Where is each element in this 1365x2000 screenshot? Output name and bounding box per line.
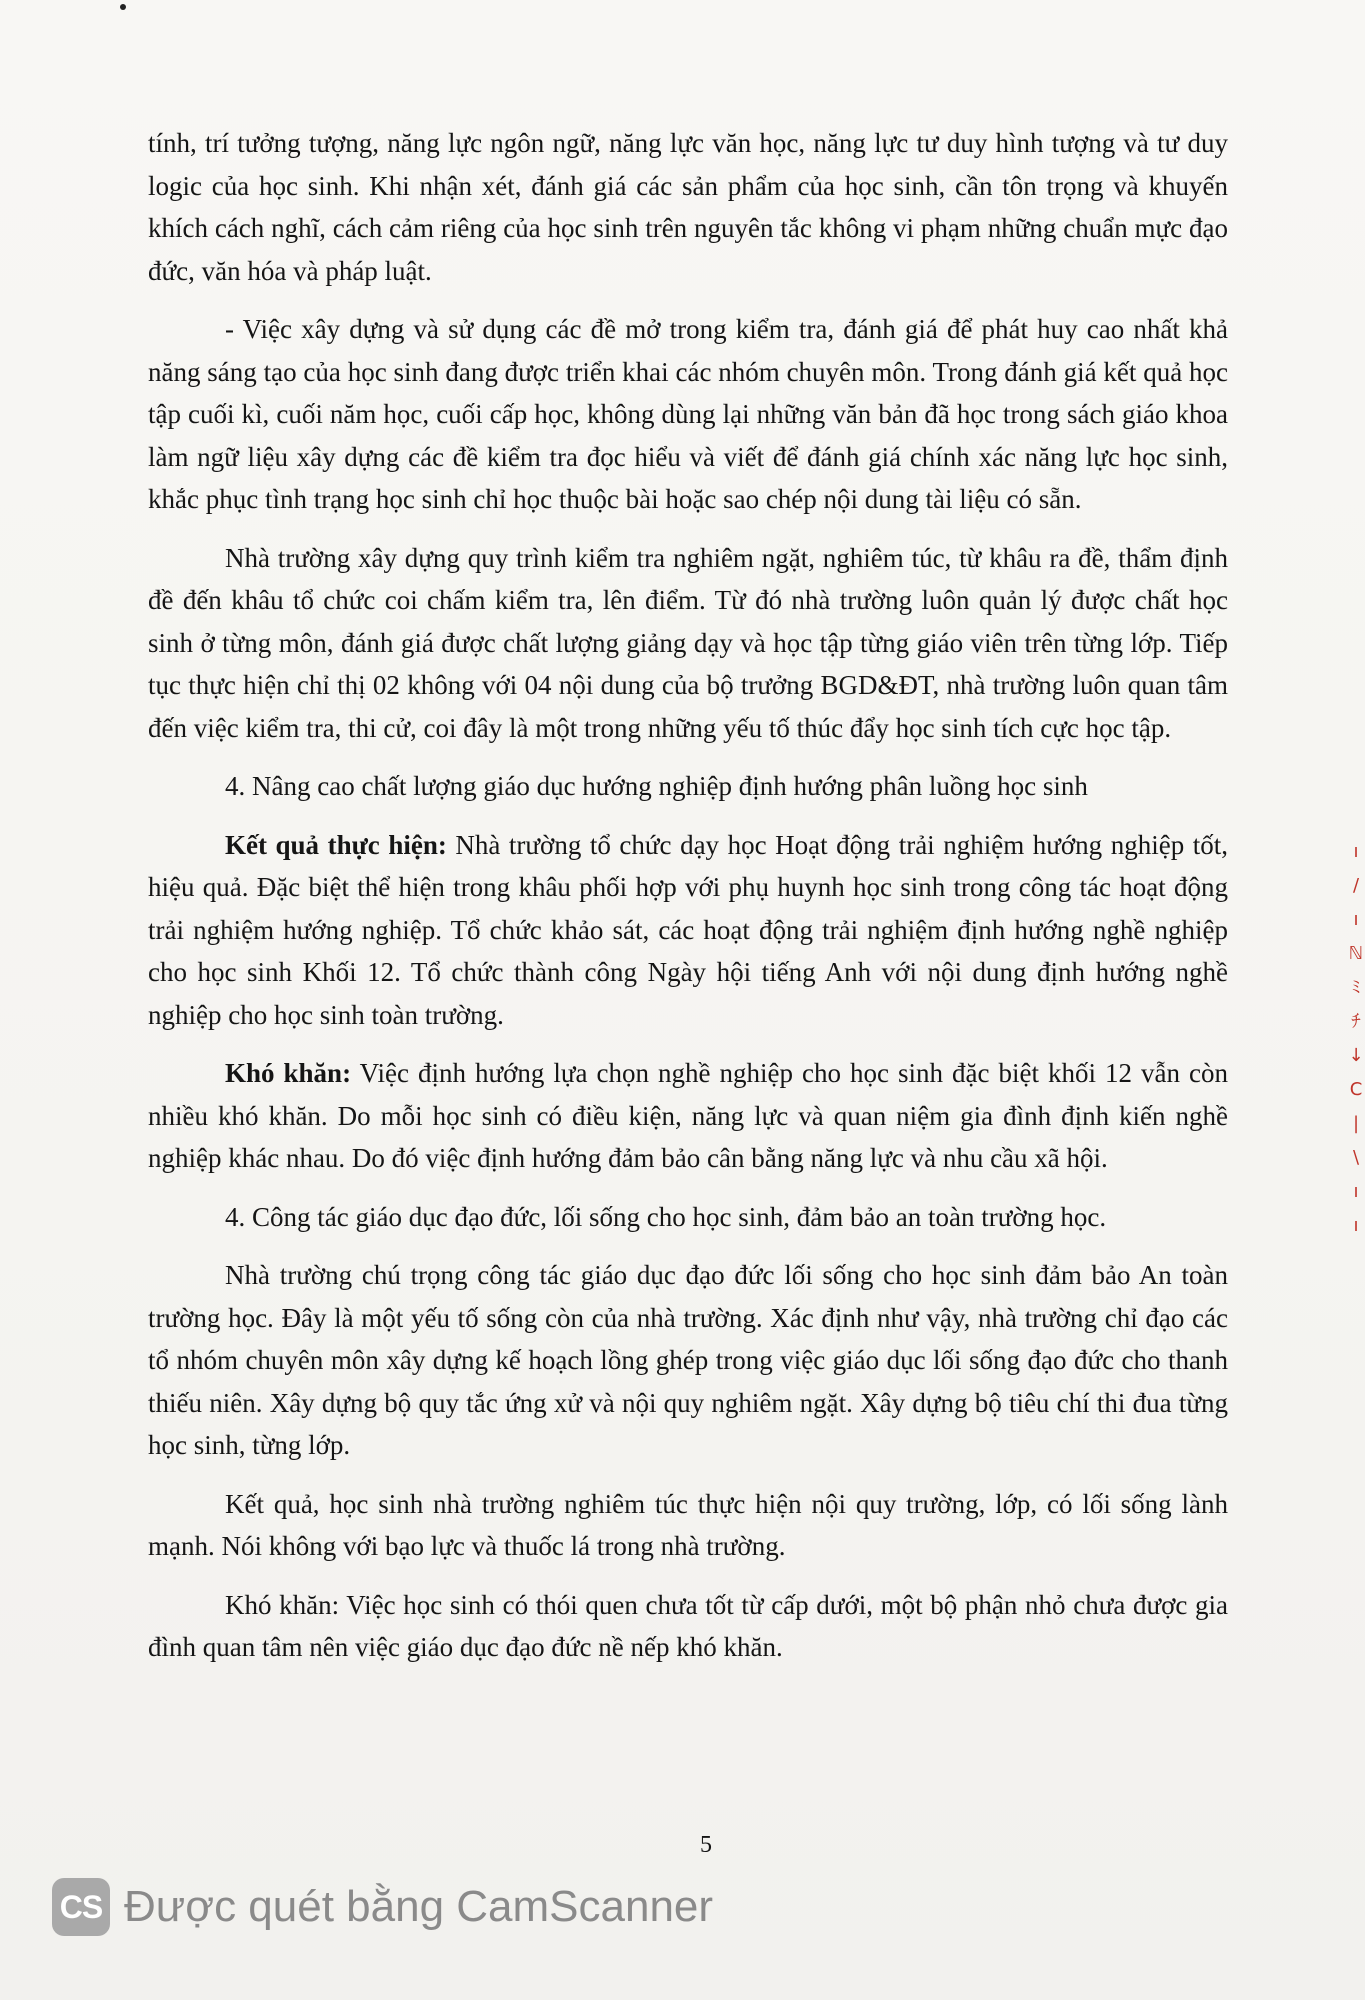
margin-stamp-marks	[1348, 835, 1364, 1243]
document-body	[148, 122, 1228, 1685]
section-heading-career: 4. Nâng cao chất lượng giáo dục hướng nghiệp định hướng phân luồng học sinh	[225, 771, 1088, 801]
paragraph-ethics-difficulties: Khó khăn: Việc học sinh có thói quen chưa tốt từ cấp dưới, một bộ phận nhỏ chưa được gia đình quan tâm nên việc giáo dục đạo đức nề nếp khó khăn.	[148, 1589, 1228, 1662]
results-text: Nhà trường tổ chức dạy học Hoạt động trải nghiệm hướng nghiệp tốt, hiệu quả. Đặc biệt thể hiện trong khâu phối hợp với phụ huynh học sinh trong công tác hoạt động trải nghiệm hướng nghiệp. Tổ chức khảo sát, các hoạt động trải nghiệm định hướng nghề nghiệp cho học sinh Khối 12. Tổ chức thành công Ngày hội tiếng Anh với nội dung định hướng nghề nghiệp cho học sinh toàn trường.	[148, 829, 1229, 1030]
section-heading-ethics: 4. Công tác giáo dục đạo đức, lối sống cho học sinh, đảm bảo an toàn trường học.	[225, 1201, 1107, 1232]
margin-mark: |	[1352, 1113, 1360, 1134]
margin-mark: /	[1352, 875, 1360, 896]
paragraph-1: tính, trí tưởng tượng, năng lực ngôn ngữ, năng lực văn học, năng lực tư duy hình tượng và tư duy logic của học sinh. Khi nhận xét, đánh giá các sản phẩm của học sinh, cần tôn trọng và khuyến khích cách nghĩ, cách cảm riêng của học sinh trên nguyên tắc không vi phạm những chuẩn mực đạo đức, văn hóa và pháp luật.	[148, 128, 1228, 286]
margin-mark: ı	[1353, 909, 1359, 930]
margin-mark: ı	[1353, 1181, 1359, 1202]
paragraph-results	[148, 824, 1228, 1037]
camscanner-watermark	[52, 1878, 713, 1936]
paragraph-ethics-results: Kết quả, học sinh nhà trường nghiêm túc thực hiện nội quy trường, lớp, có lối sống lành mạnh. Nói không với bạo lực và thuốc lá trong nhà trường.	[148, 1488, 1228, 1561]
margin-mark: ↓	[1348, 1045, 1364, 1066]
paragraph-2: - Việc xây dựng và sử dụng các đề mở trong kiểm tra, đánh giá để phát huy cao nhất khả năng sáng tạo của học sinh đang được triển khai các nhóm chuyên môn. Trong đánh giá kết quả học tập cuối kì, cuối năm học, cuối cấp học, không dùng lại những văn bản đã học trong sách giáo khoa làm ngữ liệu xây dựng các đề kiểm tra đọc hiểu và viết để đánh giá chính xác năng lực học sinh, khắc phục tình trạng học sinh chỉ học thuộc bài hoặc sao chép nội dung tài liệu có sẵn.	[148, 314, 1228, 514]
label-ket-qua: Kết quả thực hiện:	[225, 829, 447, 860]
difficulties-text: Việc định hướng lựa chọn nghề nghiệp cho học sinh đặc biệt khối 12 vẫn còn nhiều khó khăn. Do mỗi học sinh có điều kiện, năng lực và quan niệm gia đình định kiến nghề nghiệp khác nhau. Do đó việc định hướng đảm bảo cân bằng năng lực và nhu cầu xã hội.	[148, 1058, 1229, 1173]
label-kho-khan: Khó khăn:	[225, 1058, 352, 1088]
margin-mark: ﾁ	[1351, 1011, 1361, 1032]
camscanner-logo-icon: CS	[52, 1878, 110, 1936]
margin-mark: ı	[1353, 1215, 1359, 1236]
watermark-text: Được quét bằng CamScanner	[124, 1882, 714, 1931]
margin-mark: \	[1352, 1147, 1360, 1168]
scan-speck	[120, 4, 126, 10]
margin-mark: ℕ	[1348, 943, 1364, 964]
page-number: 5	[700, 1832, 712, 1858]
paragraph-ethics: Nhà trường chú trọng công tác giáo dục đạo đức lối sống cho học sinh đảm bảo An toàn trường học. Đây là một yếu tố sống còn của nhà trường. Xác định như vậy, nhà trường chỉ đạo các tổ nhóm chuyên môn xây dựng kế hoạch lồng ghép trong việc giáo dục lối sống đạo đức cho thanh thiếu niên. Xây dựng bộ quy tắc ứng xử và nội quy nghiêm ngặt. Xây dựng bộ tiêu chí thi đua từng học sinh, từng lớp.	[148, 1260, 1228, 1460]
margin-mark: ı	[1353, 841, 1359, 862]
margin-mark: ﾐ	[1351, 977, 1361, 998]
paragraph-difficulties	[148, 1052, 1228, 1180]
paragraph-3: Nhà trường xây dựng quy trình kiểm tra nghiêm ngặt, nghiêm túc, từ khâu ra đề, thẩm định đề đến khâu tổ chức coi chấm kiểm tra, lên điểm. Từ đó nhà trường luôn quản lý được chất học sinh ở từng môn, đánh giá được chất lượng giảng dạy và học tập từng giáo viên trên từng lớp. Tiếp tục thực hiện chỉ thị 02 không với 04 nội dung của bộ trưởng BGD&ĐT, nhà trường luôn quan tâm đến việc kiểm tra, thi cử, coi đây là một trong những yếu tố thúc đẩy học sinh tích cực học tập.	[148, 542, 1228, 743]
margin-mark: C	[1349, 1079, 1363, 1100]
